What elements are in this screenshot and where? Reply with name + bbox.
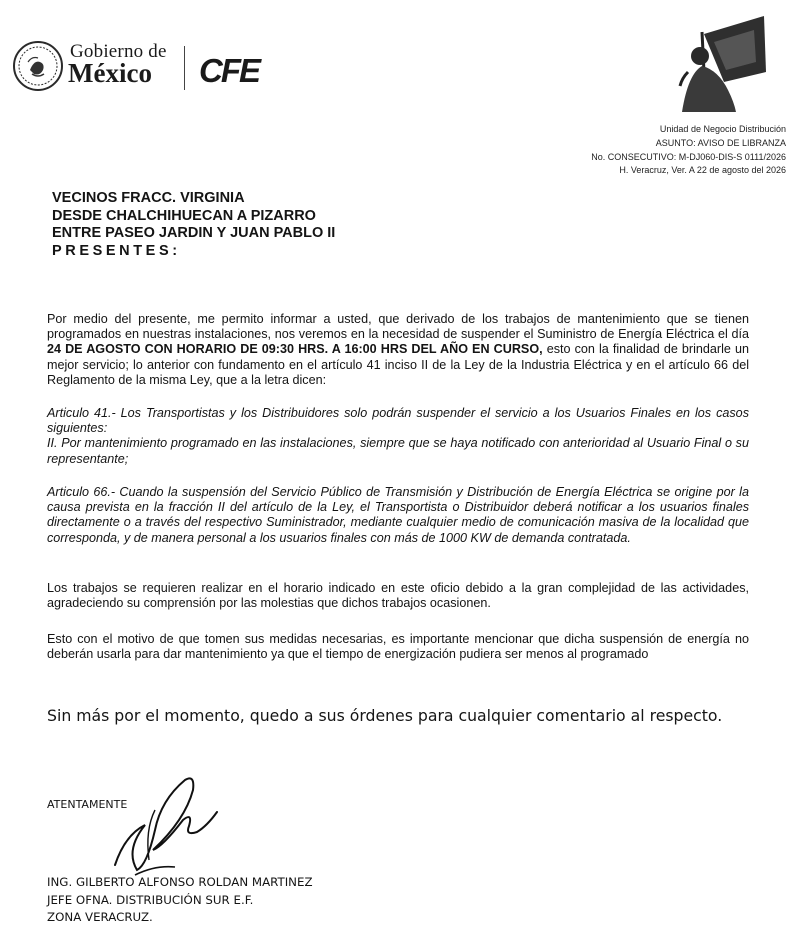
addressee-line-1: VECINOS FRACC. VIRGINIA xyxy=(52,190,245,206)
addressee-presentes: PRESENTES: xyxy=(52,242,181,259)
article-41-quote xyxy=(47,406,749,467)
addressee-block xyxy=(52,190,335,260)
meta-lugar-fecha: H. Veracruz, Ver. A 22 de agosto del 2026 xyxy=(619,165,786,176)
signatory-zone: ZONA VERACRUZ. xyxy=(47,910,153,924)
closing-line: Sin más por el momento, quedo a sus órdenes para cualquier comentario al respecto. xyxy=(47,706,723,725)
header-divider xyxy=(184,46,185,90)
mexico-label: México xyxy=(68,58,152,88)
meta-unidad: Unidad de Negocio Distribución xyxy=(659,124,786,134)
addressee-line-3: ENTRE PASEO JARDIN Y JUAN PABLO II xyxy=(52,225,336,241)
gobierno-de-label: Gobierno de xyxy=(70,41,167,62)
meta-consecutivo: No. CONSECUTIVO: M-DJ060-DIS-S 0111/2026 xyxy=(591,151,786,162)
signatory-block xyxy=(47,874,313,927)
intro-text-a: Por medio del presente, me permito informar a usted, que derivado de los trabajos de mantenimiento que se tienen programados en nuestras instalaciones, nos veremos en la necesidad de suspender el Suministro de Energía Eléctrica el día xyxy=(47,312,749,342)
signatory-position: JEFE OFNA. DISTRIBUCIÓN SUR E.F. xyxy=(47,892,254,907)
meta-asunto: ASUNTO: AVISO DE LIBRANZA xyxy=(655,137,786,148)
signatory-name: ING. GILBERTO ALFONSO ROLDAN MARTINEZ xyxy=(47,875,313,889)
document-meta xyxy=(591,123,786,178)
cfe-logo: CFE xyxy=(199,52,259,89)
paragraph-intro xyxy=(47,312,749,388)
heroine-flag-emblem-icon xyxy=(674,12,770,112)
paragraph-complexity: Los trabajos se requieren realizar en el horario indicado en este oficio debido a la gran complejidad de las actividades, agradeciendo su comprensión por las molestias que dichos trabajos ocasionen. xyxy=(47,581,749,611)
article-41-intro: Articulo 41.- Los Transportistas y los Distribuidores solo podrán suspender el servicio a los Usuarios Finales en los casos siguientes: xyxy=(47,406,749,436)
atentamente-label: ATENTAMENTE xyxy=(47,798,128,811)
article-41-fraction: II. Por mantenimiento programado en las instalaciones, siempre que se haya notificado con anterioridad al Usuario Final o su representante; xyxy=(47,436,749,466)
intro-date-highlight: 24 DE AGOSTO CON HORARIO DE 09:30 HRS. A 16:00 HRS DEL AÑO EN CURSO, xyxy=(47,342,543,357)
article-66-quote: Articulo 66.- Cuando la suspensión del Servicio Público de Transmisión y Distribución de Energía Eléctrica se origine por la causa prevista en la fracción II del artículo de la Ley, el Transportista o Distribuidor deberá notificar a los usuarios finales directamente o a través del respectivo Suministrador, mediante cualquier medio de comunicación masiva de la localidad que corresponda, y de manera personal a los usuarios finales con más de 1000 KW de demanda contratada. xyxy=(47,485,749,545)
addressee-line-2: DESDE CHALCHIHUECAN A PIZARRO xyxy=(52,207,316,224)
paragraph-measures: Esto con el motivo de que tomen sus medidas necesarias, es importante mencionar que dicha suspensión de energía no deberán usarla para dar mantenimiento ya que el tiempo de energización pudiera ser menos al programado xyxy=(47,632,749,662)
handwritten-signature xyxy=(95,770,235,890)
intro-text-b: esto con la finalidad de brindarle un mejor servicio; lo anterior con fundamento en el artículo 41 inciso II de la Ley de la Industria Eléctrica y en el artículo 66 del Reglamento de la misma Ley, que a la letra dicen: xyxy=(47,342,750,387)
mexico-seal-icon xyxy=(12,40,64,92)
